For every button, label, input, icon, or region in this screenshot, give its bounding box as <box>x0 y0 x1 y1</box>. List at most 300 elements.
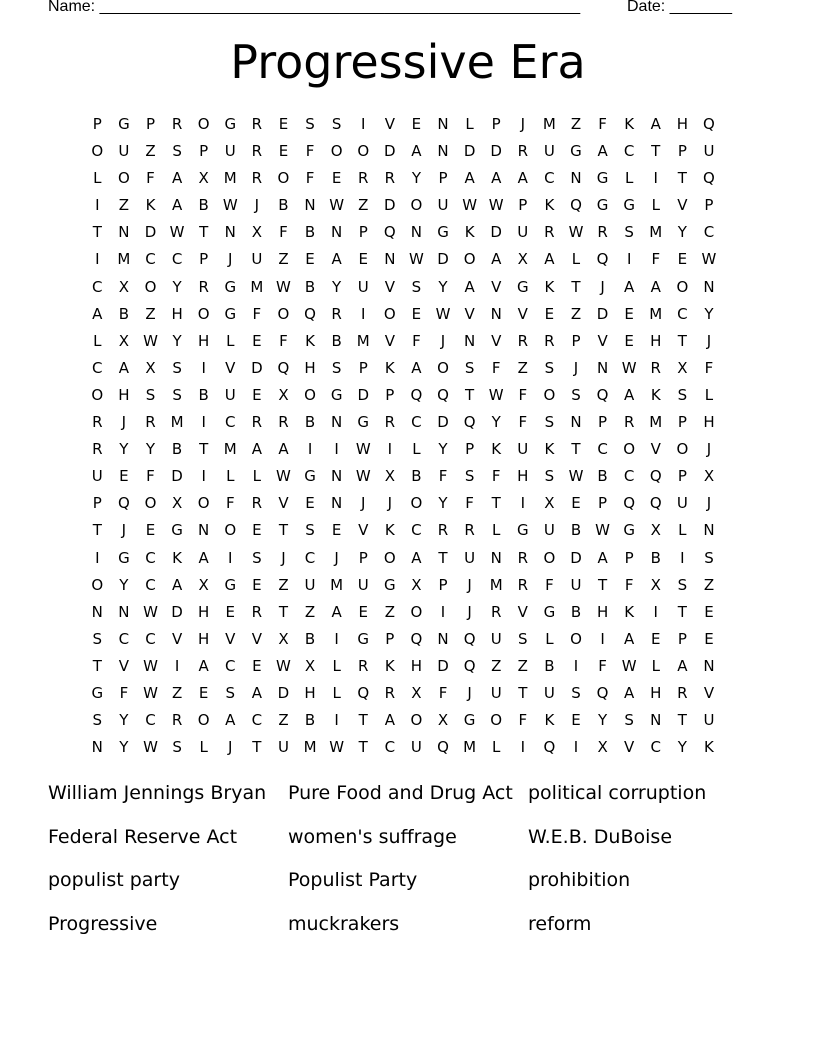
grid-letter: R <box>251 142 263 161</box>
grid-letter: T <box>518 683 528 702</box>
grid-letter: F <box>651 250 661 269</box>
grid-letter: C <box>304 548 316 567</box>
grid-letter: R <box>490 602 502 621</box>
worksheet-header <box>48 0 748 20</box>
grid-letter: J <box>334 548 339 567</box>
grid-letter: C <box>225 656 236 675</box>
grid-letter: J <box>281 548 286 567</box>
grid-letter: H <box>198 331 210 350</box>
grid-letter: B <box>304 711 316 730</box>
grid-letter: E <box>225 602 235 621</box>
grid-letter: C <box>225 413 236 432</box>
grid-letter: R <box>544 223 555 242</box>
grid-letter: N <box>118 223 130 242</box>
grid-letter: E <box>278 142 289 161</box>
grid-letter: T <box>465 385 475 404</box>
grid-letter: Y <box>597 711 608 730</box>
grid-letter: F <box>491 358 501 377</box>
grid-letter: U <box>91 467 103 486</box>
grid-letter: N <box>304 196 316 215</box>
grid-letter: E <box>252 575 262 594</box>
grid-letter: Z <box>278 575 289 594</box>
grid-letter: J <box>467 575 472 594</box>
grid-letter: W <box>143 656 158 675</box>
grid-letter: V <box>384 331 395 350</box>
grid-letter: A <box>650 115 661 133</box>
grid-letter: J <box>706 440 712 459</box>
grid-letter: K <box>704 738 714 757</box>
grid-letter: N <box>570 413 582 432</box>
grid-letter: L <box>704 385 714 404</box>
grid-letter: N <box>437 142 449 161</box>
grid-letter: S <box>172 385 182 404</box>
grid-letter: G <box>570 142 582 161</box>
grid-letter: G <box>357 629 370 648</box>
grid-letter: W <box>355 467 371 486</box>
grid-letter: V <box>225 629 236 648</box>
grid-letter: E <box>358 250 368 269</box>
grid-letter: M <box>170 413 184 432</box>
grid-letter: T <box>597 575 608 594</box>
grid-letter: S <box>145 385 156 404</box>
grid-letter: P <box>358 548 368 567</box>
grid-letter: T <box>278 521 289 540</box>
grid-letter: F <box>518 711 528 730</box>
grid-letter: R <box>358 656 369 675</box>
grid-letter: I <box>573 656 579 675</box>
grid-letter: G <box>224 115 237 133</box>
grid-letter: O <box>117 169 130 188</box>
grid-letter: Z <box>517 656 528 675</box>
grid-letter: X <box>411 575 422 594</box>
grid-letter: H <box>410 656 423 675</box>
grid-letter: P <box>624 548 634 567</box>
grid-letter: J <box>706 494 712 513</box>
grid-letter: J <box>387 494 393 513</box>
grid-letter: O <box>197 494 210 513</box>
grid-letter: G <box>463 711 476 730</box>
grid-letter: X <box>145 358 156 377</box>
grid-letter: D <box>171 467 183 486</box>
grid-letter: Q <box>570 196 582 215</box>
grid-letter: H <box>596 602 609 621</box>
grid-letter: E <box>358 602 368 621</box>
grid-letter: Y <box>438 494 448 513</box>
grid-letter: S <box>305 115 315 133</box>
grid-letter: M <box>649 413 663 432</box>
grid-letter: U <box>543 683 555 702</box>
grid-letter: G <box>623 196 635 215</box>
grid-letter: S <box>677 385 688 404</box>
grid-letter: V <box>384 277 395 296</box>
grid-letter: W <box>488 385 504 404</box>
grid-letter: L <box>651 196 660 215</box>
grid-letter: U <box>304 575 316 594</box>
grid-letter: E <box>278 115 289 133</box>
grid-letter: F <box>146 467 155 486</box>
date-field[interactable]: Date: _______ <box>627 0 732 15</box>
grid-letter: T <box>278 602 289 621</box>
grid-letter: O <box>543 385 556 404</box>
grid-letter: Y <box>438 440 448 459</box>
grid-letter: U <box>490 629 502 648</box>
grid-letter: U <box>570 575 582 594</box>
grid-letter: E <box>651 629 661 648</box>
grid-letter: P <box>92 115 102 133</box>
grid-letter: U <box>357 575 369 594</box>
grid-letter: E <box>411 304 422 323</box>
grid-letter: D <box>384 196 396 215</box>
grid-letter: V <box>624 738 635 757</box>
grid-letter: O <box>437 358 449 377</box>
grid-letter: Q <box>304 304 316 323</box>
grid-letter: R <box>597 223 608 242</box>
grid-letter: L <box>545 629 554 648</box>
grid-letter: N <box>437 629 449 648</box>
grid-letter: O <box>543 548 556 567</box>
grid-letter: T <box>199 440 209 459</box>
grid-letter: L <box>226 467 235 486</box>
grid-letter: I <box>600 629 605 648</box>
grid-letter: W <box>621 656 637 675</box>
grid-letter: Y <box>145 440 156 459</box>
grid-letter: N <box>703 656 715 675</box>
grid-letter: W <box>276 656 291 675</box>
grid-letter: Z <box>491 656 502 675</box>
grid-letter: M <box>330 575 344 594</box>
grid-letter: X <box>650 521 661 540</box>
grid-letter: C <box>623 467 635 486</box>
grid-letter: K <box>384 656 395 675</box>
grid-letter: B <box>544 656 555 675</box>
grid-letter: E <box>571 711 581 730</box>
grid-letter: I <box>573 738 579 757</box>
grid-letter: F <box>146 169 155 188</box>
grid-letter: K <box>624 115 635 133</box>
grid-letter: L <box>332 656 341 675</box>
grid-letter: W <box>355 440 371 459</box>
grid-letter: W <box>595 521 610 540</box>
grid-letter: A <box>517 169 528 188</box>
grid-letter: R <box>517 548 529 567</box>
grid-letter: S <box>92 711 103 730</box>
grid-letter: O <box>623 440 636 459</box>
grid-letter: B <box>570 521 582 540</box>
grid-letter: P <box>92 494 102 513</box>
grid-letter: R <box>437 521 449 540</box>
grid-letter: W <box>222 196 238 215</box>
grid-letter: V <box>171 629 183 648</box>
grid-letter: A <box>650 277 661 296</box>
grid-letter: E <box>704 602 714 621</box>
grid-letter: G <box>516 277 529 296</box>
word-bank <box>48 779 768 953</box>
grid-letter: C <box>411 413 422 432</box>
word-bank-item: W.E.B. DuBoise <box>528 825 673 848</box>
grid-letter: N <box>703 277 715 296</box>
grid-letter: F <box>704 358 714 377</box>
grid-letter: F <box>545 575 554 594</box>
grid-letter: C <box>145 711 156 730</box>
grid-letter: C <box>145 548 156 567</box>
grid-letter: O <box>570 629 582 648</box>
grid-letter: R <box>384 413 396 432</box>
grid-letter: O <box>197 115 210 133</box>
grid-letter: Y <box>172 331 182 350</box>
grid-letter: K <box>384 521 395 540</box>
grid-letter: N <box>410 223 423 242</box>
grid-letter: C <box>677 304 688 323</box>
grid-letter: X <box>703 467 715 486</box>
grid-letter: N <box>91 602 103 621</box>
grid-letter: S <box>172 142 182 161</box>
grid-letter: D <box>596 304 609 323</box>
grid-letter: O <box>304 385 316 404</box>
grid-letter: O <box>383 304 396 323</box>
grid-letter: O <box>144 277 157 296</box>
grid-letter: T <box>677 169 687 188</box>
grid-letter: J <box>573 358 579 377</box>
grid-letter: C <box>251 711 263 730</box>
grid-letter: I <box>653 602 658 621</box>
grid-letter: E <box>119 467 129 486</box>
grid-letter: I <box>95 548 100 567</box>
grid-letter: X <box>544 494 555 513</box>
grid-letter: K <box>464 223 475 242</box>
grid-letter: F <box>624 575 634 594</box>
grid-letter: Y <box>438 277 448 296</box>
grid-letter: Q <box>463 413 476 432</box>
grid-letter: B <box>304 223 316 242</box>
grid-letter: L <box>226 331 235 350</box>
grid-letter: U <box>224 385 236 404</box>
grid-letter: A <box>331 602 342 621</box>
grid-letter: I <box>95 196 100 215</box>
grid-letter: I <box>95 250 100 269</box>
grid-letter: T <box>358 738 368 757</box>
grid-letter: G <box>437 223 449 242</box>
grid-letter: Z <box>278 250 289 269</box>
grid-letter: X <box>437 711 449 730</box>
grid-letter: G <box>384 575 396 594</box>
grid-letter: O <box>91 142 104 161</box>
grid-letter: C <box>411 521 422 540</box>
grid-letter: C <box>171 250 183 269</box>
grid-letter: T <box>571 440 581 459</box>
grid-letter: U <box>543 142 555 161</box>
grid-letter: D <box>277 683 290 702</box>
grid-letter: V <box>358 521 369 540</box>
grid-letter: B <box>304 629 316 648</box>
word-bank-item: populist party <box>48 869 180 891</box>
grid-letter: W <box>143 331 158 350</box>
grid-letter: V <box>384 115 395 133</box>
grid-letter: J <box>467 683 472 702</box>
grid-letter: P <box>385 629 395 648</box>
grid-letter: J <box>440 331 446 350</box>
grid-letter: O <box>410 711 423 730</box>
grid-letter: Q <box>410 629 423 648</box>
grid-letter: P <box>438 169 448 188</box>
grid-letter: F <box>305 142 315 161</box>
grid-letter: Q <box>463 629 476 648</box>
grid-letter: O <box>383 548 396 567</box>
grid-letter: F <box>412 331 421 350</box>
grid-letter: C <box>118 629 130 648</box>
grid-letter: W <box>435 304 451 323</box>
grid-letter: I <box>680 548 685 567</box>
grid-letter: U <box>703 711 715 730</box>
grid-letter: H <box>517 467 529 486</box>
grid-letter: X <box>198 575 209 594</box>
grid-letter: W <box>568 223 584 242</box>
grid-letter: R <box>251 413 263 432</box>
grid-letter: G <box>171 521 183 540</box>
letter-grid <box>84 111 722 761</box>
grid-letter: G <box>543 602 556 621</box>
grid-letter: G <box>224 277 237 296</box>
grid-letter: Y <box>491 413 501 432</box>
grid-letter: W <box>488 196 504 215</box>
grid-letter: P <box>677 467 687 486</box>
grid-letter: Z <box>278 711 289 730</box>
grid-letter: D <box>251 358 263 377</box>
grid-letter: X <box>677 358 688 377</box>
grid-letter: N <box>331 494 343 513</box>
grid-letter: J <box>254 196 260 215</box>
grid-letter: W <box>143 602 158 621</box>
grid-letter: A <box>198 656 209 675</box>
grid-letter: E <box>305 250 315 269</box>
grid-letter: K <box>544 440 555 459</box>
grid-letter: H <box>650 683 662 702</box>
grid-letter: W <box>276 277 291 296</box>
grid-letter: Q <box>649 494 662 513</box>
grid-letter: O <box>144 494 157 513</box>
grid-letter: C <box>650 738 661 757</box>
grid-letter: N <box>91 738 103 757</box>
grid-letter: A <box>118 358 130 377</box>
grid-letter: A <box>251 440 262 459</box>
grid-letter: W <box>409 250 424 269</box>
grid-letter: K <box>305 331 315 350</box>
grid-letter: J <box>228 250 233 269</box>
grid-letter: M <box>223 440 237 459</box>
grid-letter: Q <box>596 683 609 702</box>
grid-letter: M <box>489 575 503 594</box>
grid-letter: W <box>143 683 158 702</box>
grid-letter: F <box>252 304 262 323</box>
grid-letter: P <box>518 196 528 215</box>
grid-letter: R <box>278 413 289 432</box>
grid-letter: I <box>201 358 206 377</box>
grid-letter: G <box>357 413 370 432</box>
grid-letter: F <box>491 467 501 486</box>
grid-letter: S <box>172 738 182 757</box>
grid-letter: X <box>118 277 130 296</box>
grid-letter: H <box>198 629 210 648</box>
grid-letter: T <box>92 223 102 242</box>
grid-letter: J <box>706 331 712 350</box>
grid-letter: L <box>624 169 634 188</box>
grid-letter: R <box>171 711 183 730</box>
grid-letter: R <box>92 413 103 432</box>
grid-letter: V <box>703 683 715 702</box>
grid-letter: Z <box>145 304 156 323</box>
grid-letter: S <box>544 467 555 486</box>
grid-letter: A <box>677 656 688 675</box>
grid-letter: A <box>171 575 183 594</box>
grid-letter: V <box>464 304 475 323</box>
grid-letter: C <box>92 358 103 377</box>
grid-letter: X <box>517 250 528 269</box>
grid-letter: A <box>464 277 475 296</box>
grid-letter: Z <box>703 575 715 594</box>
grid-letter: Y <box>119 575 129 594</box>
grid-letter: A <box>597 548 608 567</box>
word-bank-item: Progressive <box>48 912 158 935</box>
grid-letter: R <box>171 115 183 133</box>
grid-letter: B <box>411 467 422 486</box>
grid-letter: F <box>598 656 607 675</box>
grid-letter: G <box>224 304 237 323</box>
grid-letter: N <box>596 358 609 377</box>
grid-letter: O <box>224 521 237 540</box>
grid-letter: O <box>277 169 290 188</box>
grid-letter: T <box>677 711 687 730</box>
grid-letter: Z <box>517 358 528 377</box>
name-field[interactable]: Name: ______________________________________________________ <box>48 0 581 15</box>
grid-letter: I <box>334 629 339 648</box>
grid-letter: D <box>437 250 449 269</box>
grid-letter: Q <box>410 385 423 404</box>
grid-letter: D <box>171 602 183 621</box>
grid-letter: M <box>649 304 663 323</box>
grid-letter: T <box>92 521 102 540</box>
grid-letter: Y <box>677 223 687 242</box>
grid-letter: H <box>171 304 183 323</box>
grid-letter: X <box>411 683 422 702</box>
grid-letter: B <box>278 196 289 215</box>
grid-letter: N <box>650 711 662 730</box>
grid-letter: J <box>520 115 526 133</box>
grid-letter: A <box>597 142 608 161</box>
grid-letter: Q <box>543 738 556 757</box>
grid-letter: L <box>93 169 102 188</box>
grid-letter: L <box>571 250 581 269</box>
grid-letter: K <box>491 440 502 459</box>
grid-letter: K <box>544 277 555 296</box>
grid-letter: Z <box>118 196 130 215</box>
grid-letter: C <box>597 440 608 459</box>
grid-letter: K <box>624 602 635 621</box>
grid-letter: P <box>438 575 448 594</box>
grid-letter: K <box>384 358 395 377</box>
grid-letter: S <box>305 521 315 540</box>
grid-letter: F <box>305 169 315 188</box>
grid-letter: A <box>225 711 236 730</box>
grid-letter: D <box>144 223 157 242</box>
grid-letter: R <box>464 521 475 540</box>
word-bank-item: prohibition <box>528 869 631 891</box>
grid-letter: U <box>118 142 130 161</box>
grid-letter: I <box>334 711 339 730</box>
grid-letter: C <box>145 575 156 594</box>
grid-letter: N <box>437 115 449 133</box>
grid-letter: A <box>491 250 502 269</box>
grid-letter: T <box>92 656 102 675</box>
grid-letter: P <box>677 629 687 648</box>
